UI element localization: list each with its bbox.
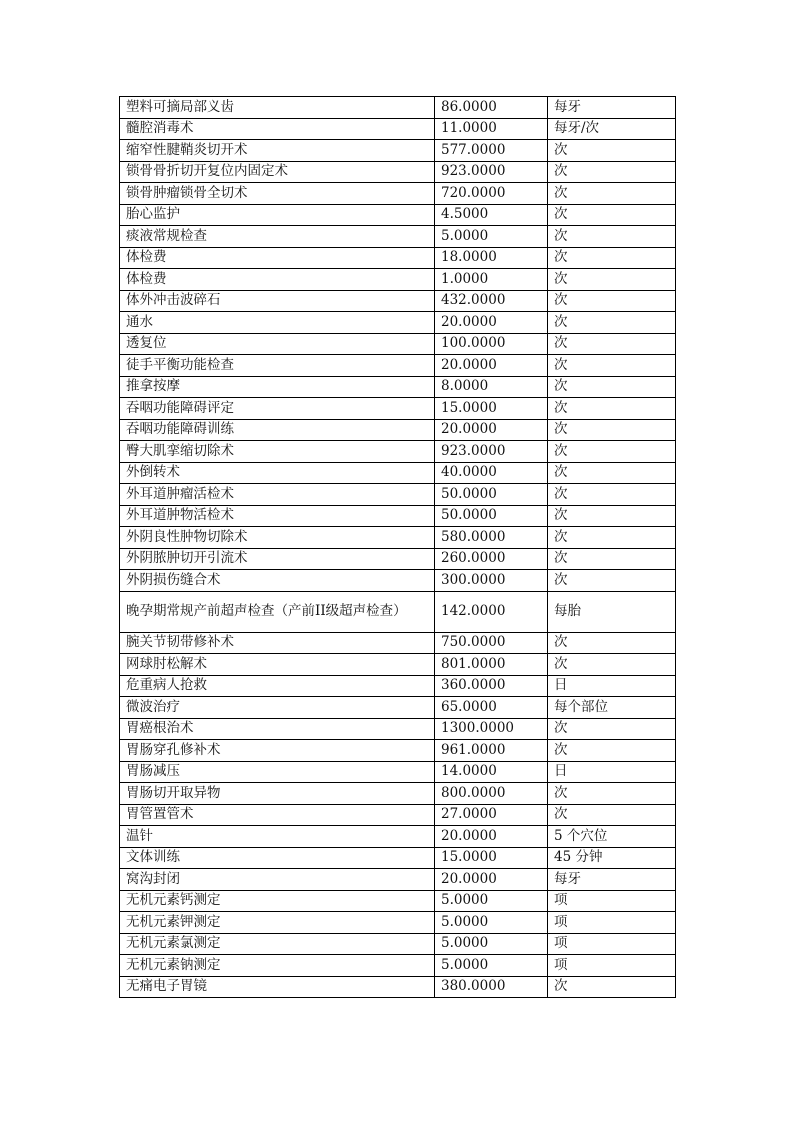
price-cell: 20.0000 (435, 355, 548, 377)
unit-cell: 次 (548, 226, 676, 248)
table-row (120, 161, 676, 183)
table-row (120, 912, 676, 934)
item-name-cell: 窝沟封闭 (120, 869, 435, 891)
unit-cell: 次 (548, 290, 676, 312)
item-name-cell: 胃癌根治术 (120, 718, 435, 740)
item-name-cell: 体检费 (120, 269, 435, 291)
unit-cell: 次 (548, 740, 676, 762)
table-row (120, 675, 676, 697)
price-cell: 20.0000 (435, 869, 548, 891)
price-cell: 577.0000 (435, 140, 548, 162)
price-cell: 50.0000 (435, 484, 548, 506)
item-name-cell: 胃肠穿孔修补术 (120, 740, 435, 762)
table-row (120, 398, 676, 420)
price-cell: 20.0000 (435, 826, 548, 848)
table-row (120, 290, 676, 312)
unit-cell: 次 (548, 269, 676, 291)
price-cell: 5.0000 (435, 955, 548, 977)
table-row (120, 890, 676, 912)
item-name-cell: 胃管置管术 (120, 804, 435, 826)
price-cell: 1300.0000 (435, 718, 548, 740)
item-name-cell: 晚孕期常规产前超声检查（产前II级超声检查） (120, 591, 435, 632)
price-cell: 14.0000 (435, 761, 548, 783)
price-cell: 100.0000 (435, 333, 548, 355)
unit-cell: 每牙/次 (548, 118, 676, 140)
unit-cell: 次 (548, 718, 676, 740)
unit-cell: 每个部位 (548, 697, 676, 719)
unit-cell: 45 分钟 (548, 847, 676, 869)
table-row (120, 548, 676, 570)
table-row (120, 226, 676, 248)
table-row (120, 140, 676, 162)
table-row (120, 204, 676, 226)
price-cell: 300.0000 (435, 570, 548, 592)
price-cell: 20.0000 (435, 312, 548, 334)
price-table (119, 96, 676, 998)
table-body (120, 97, 676, 998)
table-row (120, 697, 676, 719)
table-row (120, 183, 676, 205)
table-row (120, 976, 676, 998)
unit-cell: 次 (548, 462, 676, 484)
item-name-cell: 塑料可摘局部义齿 (120, 97, 435, 119)
item-name-cell: 外耳道肿物活检术 (120, 505, 435, 527)
unit-cell: 次 (548, 527, 676, 549)
item-name-cell: 文体训练 (120, 847, 435, 869)
price-cell: 50.0000 (435, 505, 548, 527)
price-cell: 142.0000 (435, 591, 548, 632)
item-name-cell: 外耳道肿瘤活检术 (120, 484, 435, 506)
item-name-cell: 无痛电子胃镜 (120, 976, 435, 998)
unit-cell: 次 (548, 376, 676, 398)
unit-cell: 5 个穴位 (548, 826, 676, 848)
unit-cell: 项 (548, 955, 676, 977)
price-cell: 380.0000 (435, 976, 548, 998)
unit-cell: 次 (548, 333, 676, 355)
table-row (120, 269, 676, 291)
item-name-cell: 外倒转术 (120, 462, 435, 484)
item-name-cell: 胃肠减压 (120, 761, 435, 783)
price-cell: 923.0000 (435, 441, 548, 463)
item-name-cell: 徒手平衡功能检查 (120, 355, 435, 377)
table-row (120, 740, 676, 762)
table-row (120, 955, 676, 977)
table-row (120, 527, 676, 549)
unit-cell: 次 (548, 312, 676, 334)
price-cell: 40.0000 (435, 462, 548, 484)
price-cell: 961.0000 (435, 740, 548, 762)
table-row (120, 826, 676, 848)
table-row (120, 419, 676, 441)
table-row (120, 869, 676, 891)
table-row (120, 462, 676, 484)
table-row (120, 761, 676, 783)
item-name-cell: 温针 (120, 826, 435, 848)
price-cell: 5.0000 (435, 226, 548, 248)
price-cell: 432.0000 (435, 290, 548, 312)
table-row (120, 570, 676, 592)
item-name-cell: 腕关节韧带修补术 (120, 632, 435, 654)
unit-cell: 次 (548, 654, 676, 676)
item-name-cell: 外阴损伤缝合术 (120, 570, 435, 592)
price-cell: 27.0000 (435, 804, 548, 826)
unit-cell: 次 (548, 441, 676, 463)
price-cell: 86.0000 (435, 97, 548, 119)
item-name-cell: 锁骨骨折切开复位内固定术 (120, 161, 435, 183)
table-row (120, 847, 676, 869)
unit-cell: 次 (548, 398, 676, 420)
item-name-cell: 无机元素钠测定 (120, 955, 435, 977)
table-row (120, 718, 676, 740)
table-row (120, 441, 676, 463)
item-name-cell: 痰液常规检查 (120, 226, 435, 248)
unit-cell: 次 (548, 355, 676, 377)
table-row (120, 118, 676, 140)
price-cell: 801.0000 (435, 654, 548, 676)
item-name-cell: 臀大肌挛缩切除术 (120, 441, 435, 463)
table-row (120, 591, 676, 632)
price-cell: 800.0000 (435, 783, 548, 805)
item-name-cell: 透复位 (120, 333, 435, 355)
table-row (120, 97, 676, 119)
table-row (120, 505, 676, 527)
table-row (120, 484, 676, 506)
table-row (120, 933, 676, 955)
unit-cell: 次 (548, 976, 676, 998)
table-row (120, 632, 676, 654)
unit-cell: 次 (548, 247, 676, 269)
price-cell: 8.0000 (435, 376, 548, 398)
unit-cell: 项 (548, 912, 676, 934)
item-name-cell: 通水 (120, 312, 435, 334)
unit-cell: 次 (548, 140, 676, 162)
unit-cell: 日 (548, 761, 676, 783)
table-row (120, 355, 676, 377)
unit-cell: 次 (548, 804, 676, 826)
item-name-cell: 吞咽功能障碍评定 (120, 398, 435, 420)
table-row (120, 333, 676, 355)
item-name-cell: 外阴脓肿切开引流术 (120, 548, 435, 570)
unit-cell: 次 (548, 632, 676, 654)
item-name-cell: 缩窄性腱鞘炎切开术 (120, 140, 435, 162)
unit-cell: 项 (548, 890, 676, 912)
price-cell: 4.5000 (435, 204, 548, 226)
price-cell: 65.0000 (435, 697, 548, 719)
item-name-cell: 体外冲击波碎石 (120, 290, 435, 312)
unit-cell: 次 (548, 484, 676, 506)
item-name-cell: 锁骨肿瘤锁骨全切术 (120, 183, 435, 205)
unit-cell: 次 (548, 548, 676, 570)
table-row (120, 247, 676, 269)
unit-cell: 日 (548, 675, 676, 697)
price-cell: 750.0000 (435, 632, 548, 654)
unit-cell: 次 (548, 419, 676, 441)
item-name-cell: 无机元素钙测定 (120, 890, 435, 912)
table-row (120, 804, 676, 826)
item-name-cell: 推拿按摩 (120, 376, 435, 398)
price-cell: 5.0000 (435, 933, 548, 955)
item-name-cell: 外阴良性肿物切除术 (120, 527, 435, 549)
price-cell: 11.0000 (435, 118, 548, 140)
price-cell: 5.0000 (435, 890, 548, 912)
unit-cell: 次 (548, 505, 676, 527)
price-cell: 260.0000 (435, 548, 548, 570)
price-cell: 20.0000 (435, 419, 548, 441)
price-cell: 580.0000 (435, 527, 548, 549)
item-name-cell: 网球肘松解术 (120, 654, 435, 676)
unit-cell: 每牙 (548, 97, 676, 119)
price-cell: 5.0000 (435, 912, 548, 934)
table-row (120, 783, 676, 805)
table-row (120, 312, 676, 334)
price-cell: 1.0000 (435, 269, 548, 291)
item-name-cell: 无机元素钾测定 (120, 912, 435, 934)
item-name-cell: 微波治疗 (120, 697, 435, 719)
item-name-cell: 无机元素氯测定 (120, 933, 435, 955)
item-name-cell: 体检费 (120, 247, 435, 269)
unit-cell: 每胎 (548, 591, 676, 632)
unit-cell: 次 (548, 570, 676, 592)
price-cell: 15.0000 (435, 847, 548, 869)
price-cell: 15.0000 (435, 398, 548, 420)
unit-cell: 次 (548, 783, 676, 805)
unit-cell: 次 (548, 183, 676, 205)
unit-cell: 次 (548, 204, 676, 226)
unit-cell: 项 (548, 933, 676, 955)
table-row (120, 376, 676, 398)
unit-cell: 每牙 (548, 869, 676, 891)
item-name-cell: 髓腔消毒术 (120, 118, 435, 140)
price-cell: 18.0000 (435, 247, 548, 269)
item-name-cell: 吞咽功能障碍训练 (120, 419, 435, 441)
item-name-cell: 胎心监护 (120, 204, 435, 226)
price-cell: 923.0000 (435, 161, 548, 183)
price-cell: 720.0000 (435, 183, 548, 205)
table-row (120, 654, 676, 676)
item-name-cell: 危重病人抢救 (120, 675, 435, 697)
item-name-cell: 胃肠切开取异物 (120, 783, 435, 805)
price-cell: 360.0000 (435, 675, 548, 697)
unit-cell: 次 (548, 161, 676, 183)
